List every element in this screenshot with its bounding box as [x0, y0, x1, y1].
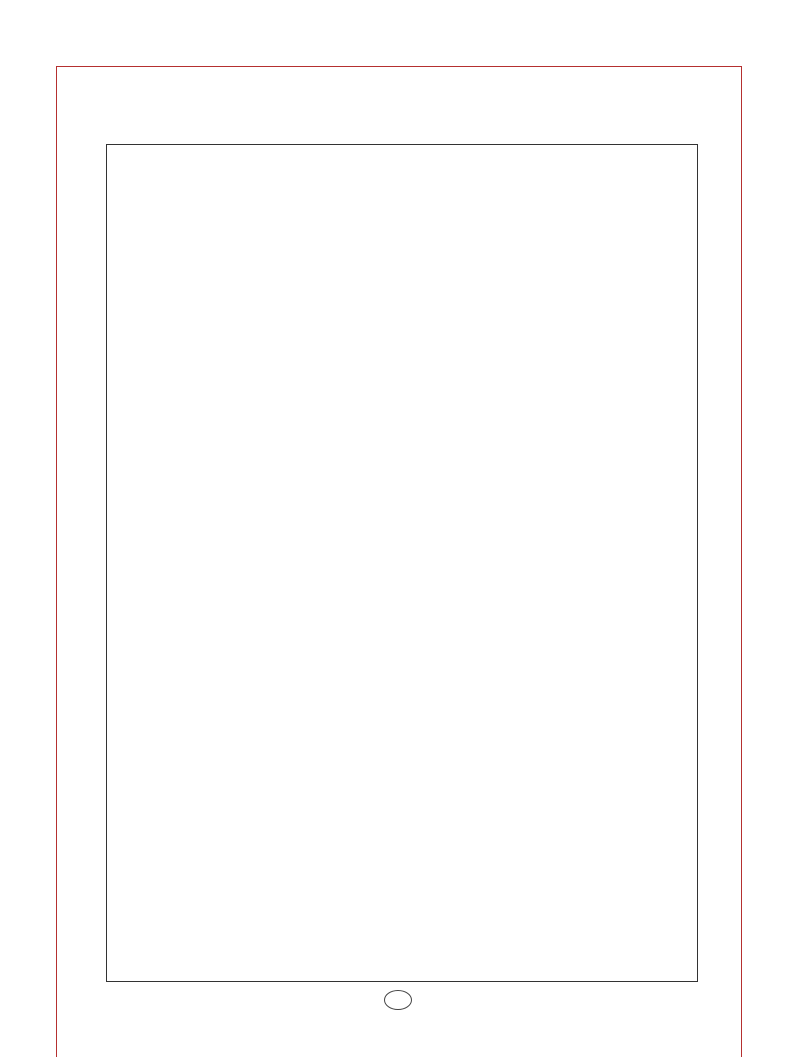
footer [0, 990, 796, 1014]
content-box [106, 144, 698, 982]
page-number [384, 990, 412, 1010]
